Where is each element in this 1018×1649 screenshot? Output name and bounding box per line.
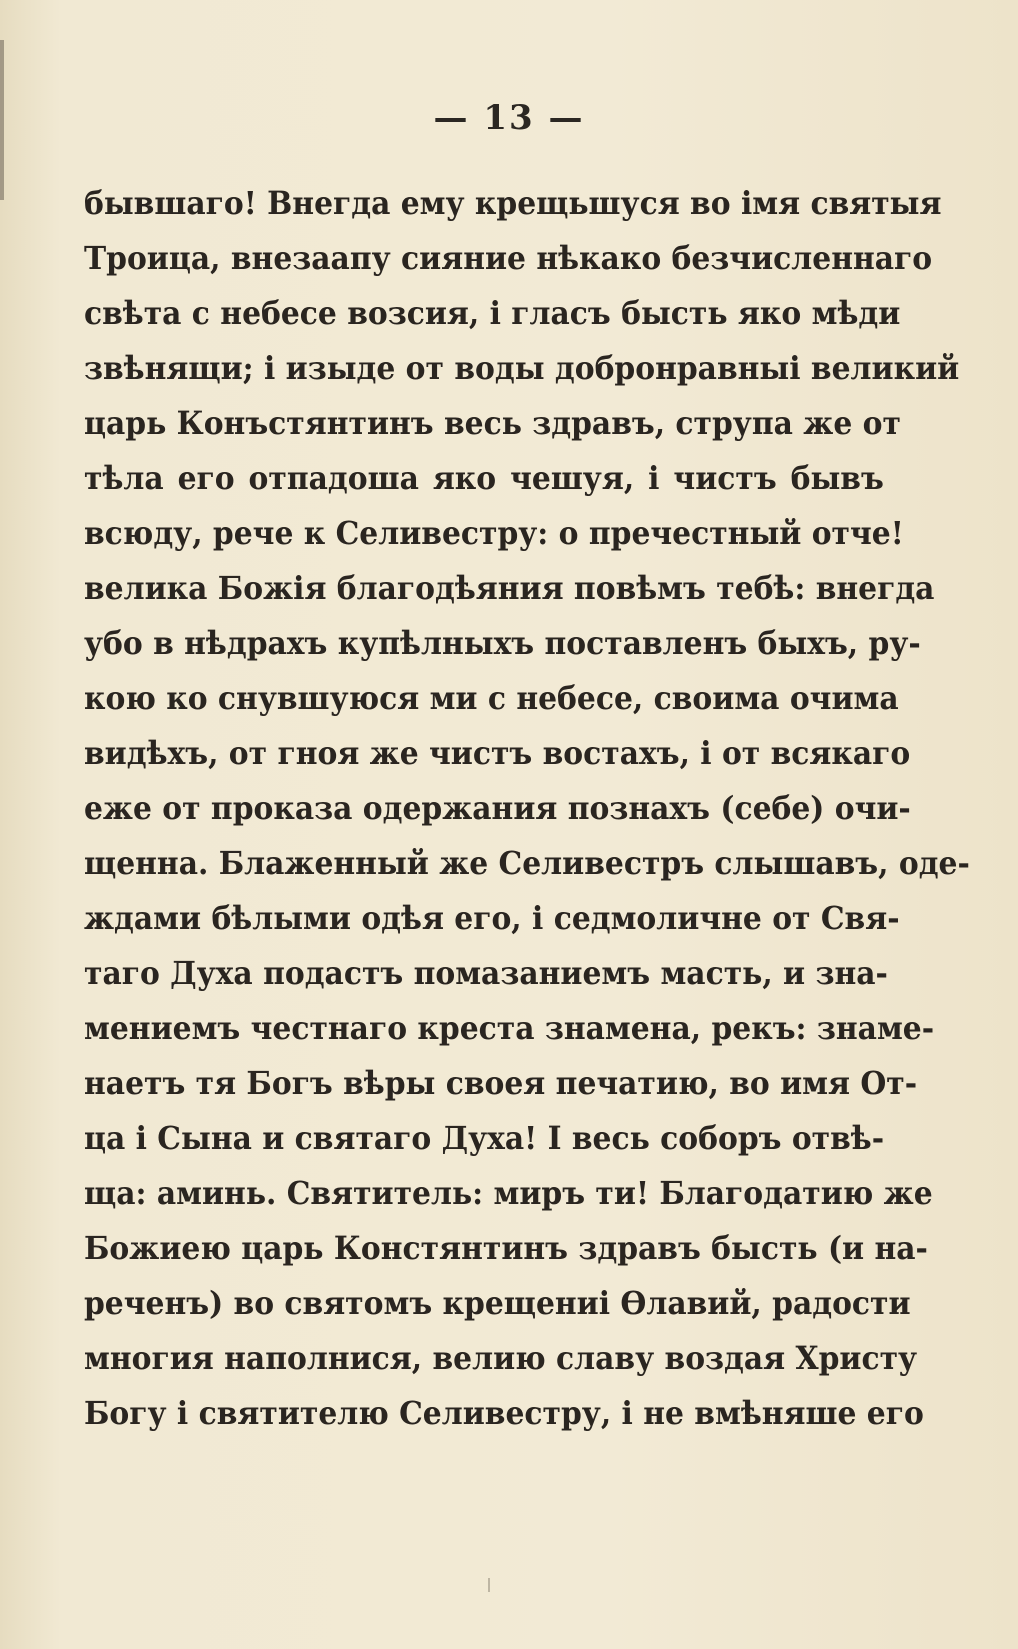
text-line: реченъ) во святомъ крещениі Ѳлавий, радости (84, 1284, 911, 1322)
page-number: — 13 — (433, 98, 585, 138)
text-line: видѣхъ, от гноя же чистъ востахъ, і от всякаго (84, 734, 911, 772)
text-line: Божиею царь Констянтинъ здравъ бысть (и на- (84, 1229, 928, 1267)
text-line: ща: аминь. Святитель: миръ ти! Благодатию же (84, 1174, 933, 1212)
text-line: царь Конъстянтинъ весь здравъ, струпа же от (84, 404, 901, 442)
text-line: тѣла его отпадоша яко чешуя, і чистъ бывъ (84, 459, 884, 497)
text-line: ждами бѣлыми одѣя его, і седмоличне от Свя- (84, 899, 900, 937)
text-line: ца і Сына и святаго Духа! I весь соборъ отвѣ- (84, 1119, 885, 1157)
body-text (84, 176, 970, 1441)
text-line: бывшаго! Внегда ему крещьшуся во імя святыя (84, 184, 942, 222)
text-line: мениемъ честнаго креста знамена, рекъ: знаме- (84, 1009, 935, 1047)
text-line: еже от проказа одержания познахъ (себе) очи- (84, 789, 911, 827)
text-line: щенна. Блаженный же Селивестръ слышавъ, оде- (84, 844, 970, 882)
text-line: таго Духа подастъ помазаниемъ масть, и зна- (84, 954, 888, 992)
text-line: звѣнящи; і изыде от воды добронравныі великий (84, 349, 960, 387)
text-line: кою ко снувшуюся ми с небесе, своима очима (84, 679, 899, 717)
print-mark (488, 1578, 490, 1592)
text-line: велика Божія благодѣяния повѣмъ тебѣ: внегда (84, 569, 935, 607)
text-line: Троица, внезаапу сияние нѣкако безчисленнаго (84, 239, 933, 277)
text-line: свѣта с небесе возсия, і гласъ бысть яко мѣди (84, 294, 901, 332)
text-line: многия наполнися, велию славу воздая Христу (84, 1339, 918, 1377)
text-line: убо в нѣдрахъ купѣлныхъ поставленъ быхъ, ру- (84, 624, 921, 662)
text-line: наетъ тя Богъ вѣры своея печатию, во имя От- (84, 1064, 918, 1102)
text-line: всюду, рече к Селивестру: о пречестный отче! (84, 514, 904, 552)
text-line: Богу і святителю Селивестру, і не вмѣняше его (84, 1394, 924, 1432)
